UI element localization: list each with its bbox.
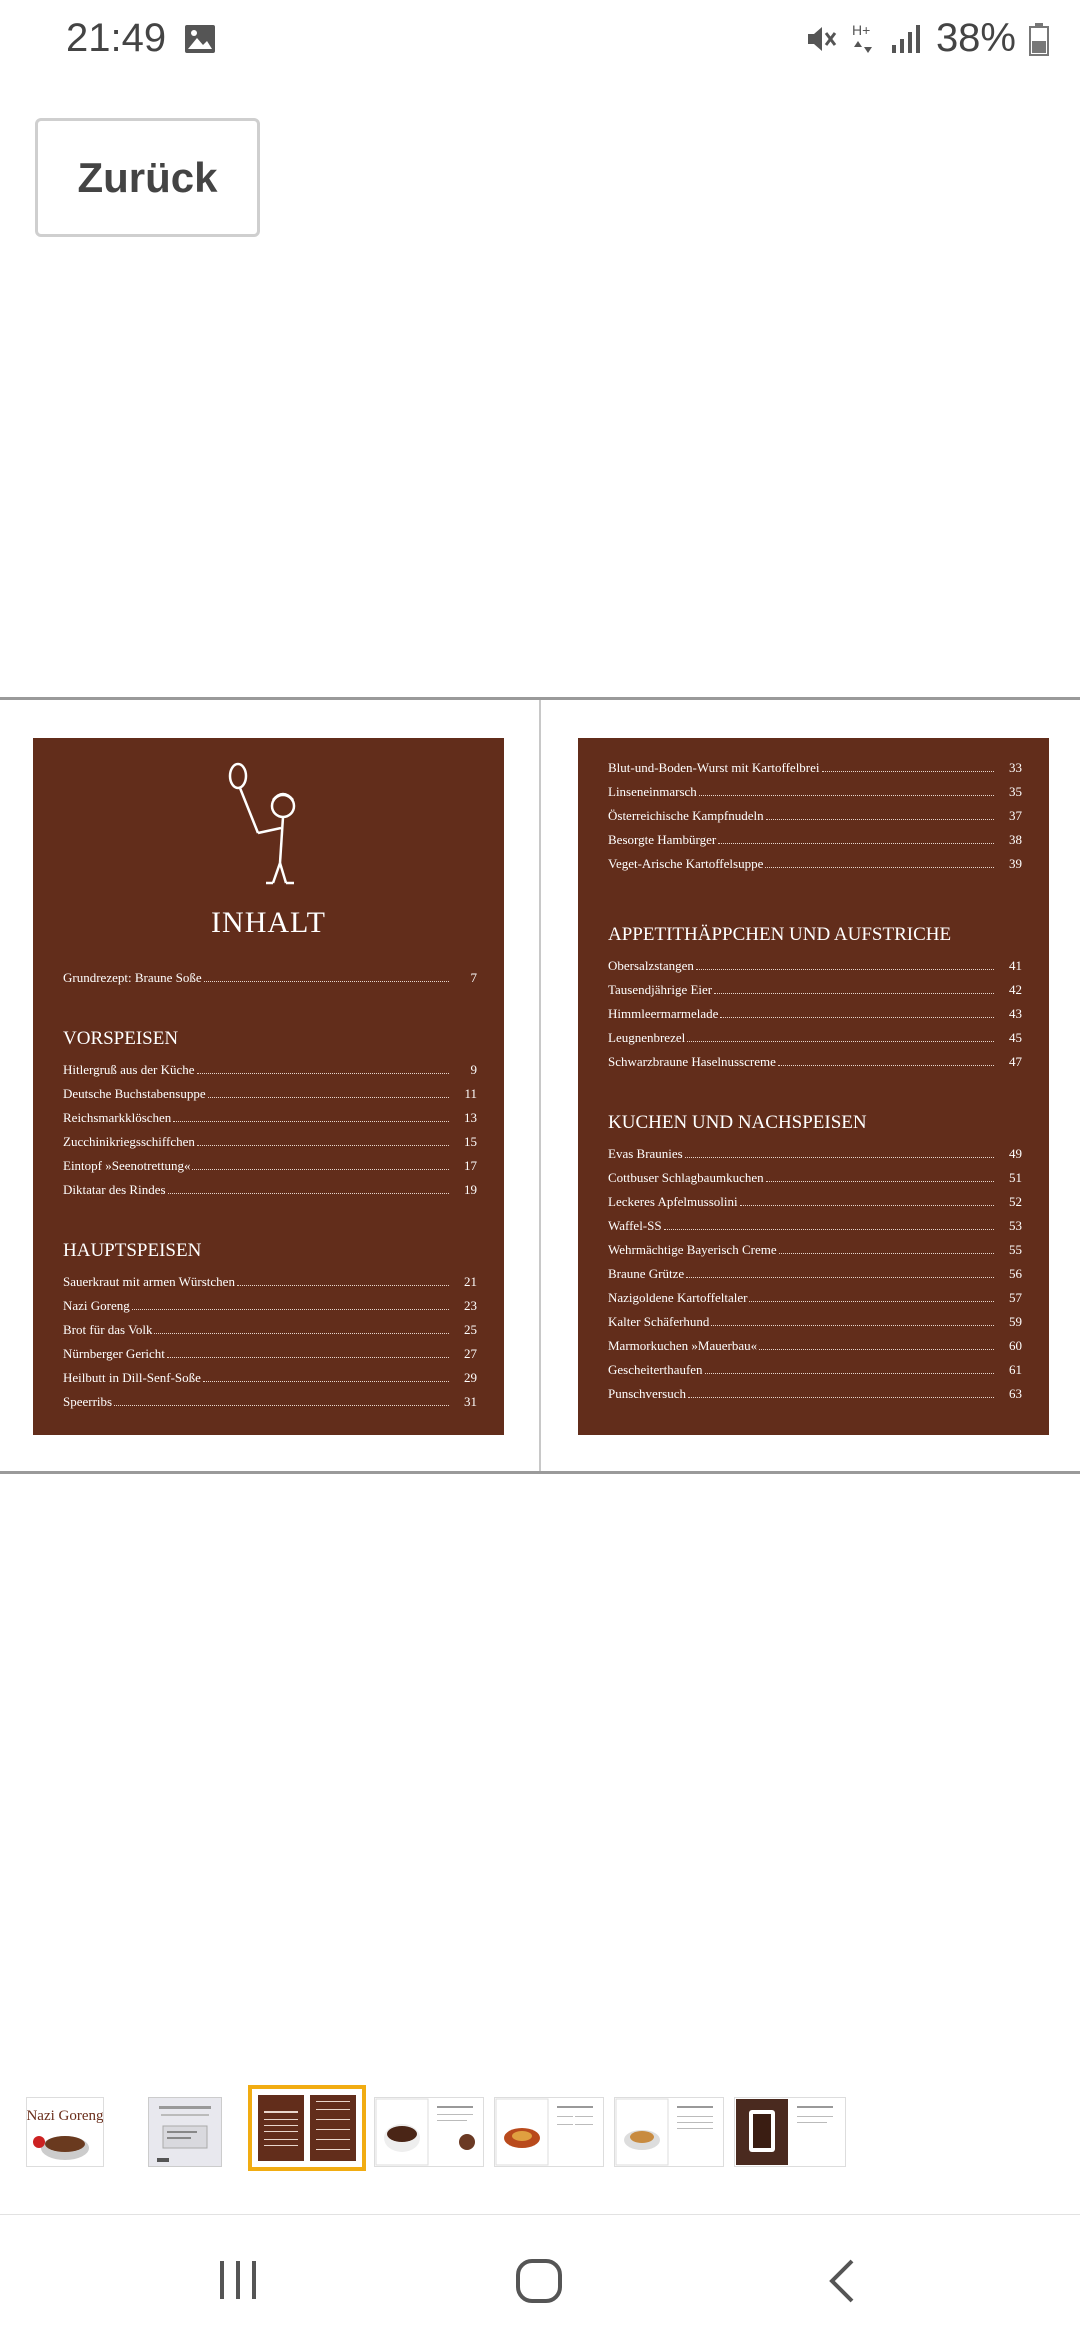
toc-entry <box>63 1058 477 1078</box>
toc-entry-title: Schwarzbraune Haselnusscreme <box>608 1054 776 1069</box>
toc-entry-page: 11 <box>464 1086 477 1101</box>
toc-section-heading: KUCHEN UND NACHSPEISEN <box>608 1112 867 1133</box>
toc-entry-title: Cottbuser Schlagbaumkuchen <box>608 1170 764 1185</box>
toc-entry-title: Leugnenbrezel <box>608 1030 686 1045</box>
toc-entry-page: 43 <box>1009 1006 1022 1021</box>
toc-entry-title: Gescheiterthaufen <box>608 1362 703 1377</box>
toc-entry-page: 59 <box>1009 1314 1022 1329</box>
toc-entry-title: Besorgte Hambürger <box>608 832 717 847</box>
recents-icon[interactable] <box>216 2259 260 2301</box>
image-icon <box>184 24 216 54</box>
toc-page-left <box>33 738 504 1435</box>
toc-entry-title: Deutsche Buchstabensuppe <box>63 1086 206 1101</box>
toc-entry <box>63 1130 477 1150</box>
toc-entry <box>63 1294 477 1314</box>
toc-entry <box>608 1166 1022 1186</box>
toc-entry-title: Sauerkraut mit armen Würstchen <box>63 1274 235 1289</box>
toc-entry-page: 9 <box>470 1062 477 1077</box>
toc-entry <box>608 1334 1022 1354</box>
toc-entry <box>63 1318 477 1338</box>
toc-entry-title: Zucchinikriegsschiffchen <box>63 1134 195 1149</box>
toc-entry-page: 42 <box>1009 982 1022 997</box>
toc-entry-title: Marmorkuchen »Mauerbau« <box>608 1338 758 1353</box>
thumbnail-toc-selected[interactable] <box>248 2085 366 2171</box>
toc-entry <box>63 1082 477 1102</box>
toc-entry-title: Blut-und-Boden-Wurst mit Kartoffelbrei <box>608 760 820 775</box>
back-button[interactable]: Zurück <box>35 118 260 237</box>
toc-entry-page: 25 <box>464 1322 477 1337</box>
toc-entry-page: 47 <box>1009 1054 1022 1069</box>
toc-entry-title: Himmleermarmelade <box>608 1006 719 1021</box>
toc-entry-page: 51 <box>1009 1170 1022 1185</box>
toc-entry-page: 17 <box>464 1158 477 1173</box>
toc-entry <box>608 1002 1022 1022</box>
toc-entry-title: Diktatar des Rindes <box>63 1182 166 1197</box>
toc-entry <box>63 1178 477 1198</box>
toc-entry-title: Punschversuch <box>608 1386 686 1401</box>
battery-percentage: 38% <box>935 16 1016 60</box>
toc-entry <box>608 804 1022 824</box>
thumbnail-cover[interactable] <box>26 2097 104 2167</box>
toc-entry-page: 38 <box>1009 832 1022 847</box>
page-divider <box>539 700 541 1471</box>
toc-entry-page: 13 <box>464 1110 477 1125</box>
mute-icon <box>804 22 838 56</box>
toc-entry <box>608 1358 1022 1378</box>
thumbnail-page[interactable] <box>148 2097 222 2167</box>
toc-entry-page: 19 <box>464 1182 477 1197</box>
toc-entry <box>608 1286 1022 1306</box>
battery-icon <box>1028 22 1050 56</box>
toc-entry <box>63 1342 477 1362</box>
document-viewer[interactable] <box>0 697 1080 1474</box>
toc-entry-title: Waffel-SS <box>608 1218 662 1233</box>
toc-entry-title: Eintopf »Seenotrettung« <box>63 1158 191 1173</box>
toc-entry-title: Heilbutt in Dill-Senf-Soße <box>63 1370 201 1385</box>
toc-entry-title: Nazi Goreng <box>63 1298 130 1313</box>
system-nav-bar <box>0 2214 1080 2341</box>
toc-entry-title: Reichsmarkklöschen <box>63 1110 172 1125</box>
toc-entry <box>608 1050 1022 1070</box>
toc-entry <box>63 1366 477 1386</box>
toc-entry-page: 29 <box>464 1370 477 1385</box>
toc-entry-page: 49 <box>1009 1146 1022 1161</box>
status-bar <box>0 0 1080 80</box>
toc-entry-title: Nürnberger Gericht <box>63 1346 165 1361</box>
toc-entry <box>608 1238 1022 1258</box>
toc-entry-page: 39 <box>1009 856 1022 871</box>
toc-entry <box>608 780 1022 800</box>
toc-entry <box>608 1142 1022 1162</box>
toc-entry-page: 56 <box>1009 1266 1022 1281</box>
toc-entry-page: 60 <box>1009 1338 1022 1353</box>
toc-entry-title: Brot für das Volk <box>63 1322 153 1337</box>
toc-title: INHALT <box>211 906 326 939</box>
toc-section-heading: VORSPEISEN <box>63 1028 179 1049</box>
toc-entry-title: Tausendjährige Eier <box>608 982 713 997</box>
toc-entry-page: 55 <box>1009 1242 1022 1257</box>
toc-entry <box>63 1106 477 1126</box>
thumbnail-spread-5[interactable] <box>494 2097 604 2167</box>
toc-entry-title: Kalter Schäferhund <box>608 1314 710 1329</box>
thumbnail-spread-4[interactable] <box>374 2097 484 2167</box>
toc-entry-title: Grundrezept: Braune Soße <box>63 970 202 985</box>
toc-entry <box>608 954 1022 974</box>
toc-entry <box>608 978 1022 998</box>
toc-entry-page: 31 <box>464 1394 477 1409</box>
toc-entry-page: 57 <box>1009 1290 1022 1305</box>
network-type-label: H+ <box>851 21 871 38</box>
toc-entry-title: Braune Grütze <box>608 1266 685 1281</box>
toc-entry <box>608 1190 1022 1210</box>
toc-entry <box>608 1310 1022 1330</box>
toc-page-right <box>578 738 1049 1435</box>
toc-entry <box>608 1262 1022 1282</box>
toc-entry-title: Veget-Arische Kartoffelsuppe <box>608 856 764 871</box>
network-icon <box>850 21 878 57</box>
signal-icon <box>890 23 924 55</box>
toc-entry <box>608 1214 1022 1234</box>
toc-entry <box>63 1154 477 1174</box>
toc-entry <box>608 1382 1022 1402</box>
toc-entry-page: 45 <box>1009 1030 1022 1045</box>
toc-section-heading: HAUPTSPEISEN <box>63 1240 202 1261</box>
toc-entry <box>608 1026 1022 1046</box>
toc-entry-page: 63 <box>1009 1386 1022 1401</box>
status-time: 21:49 <box>66 16 167 60</box>
toc-entry-title: Speerribs <box>63 1394 113 1409</box>
toc-entry-page: 41 <box>1009 958 1022 973</box>
thumbnail-strip <box>0 2085 1080 2170</box>
toc-entry-page: 15 <box>464 1134 477 1149</box>
toc-entry-page: 21 <box>464 1274 477 1289</box>
toc-entry <box>608 828 1022 848</box>
toc-entry-title: Wehrmächtige Bayerisch Creme <box>608 1242 777 1257</box>
toc-entry <box>63 1390 477 1410</box>
toc-entry-title: Leckeres Apfelmussolini <box>608 1194 738 1209</box>
toc-entry-page: 27 <box>464 1346 477 1361</box>
toc-entry <box>608 852 1022 872</box>
toc-entry-title: Linseneinmarsch <box>608 784 697 799</box>
toc-entry-title: Österreichische Kampfnudeln <box>608 808 764 823</box>
toc-entry-page: 33 <box>1009 760 1022 775</box>
toc-entry-title: Obersalzstangen <box>608 958 694 973</box>
back-icon[interactable] <box>824 2257 860 2305</box>
toc-entry-title: Hitlergruß aus der Küche <box>63 1062 195 1077</box>
thumbnail-spread-6[interactable] <box>614 2097 724 2167</box>
toc-entry-page: 61 <box>1009 1362 1022 1377</box>
toc-entry <box>608 756 1022 776</box>
toc-entry-title: Nazigoldene Kartoffeltaler <box>608 1290 748 1305</box>
toc-entry-page: 35 <box>1009 784 1022 799</box>
toc-entry-page: 23 <box>464 1298 477 1313</box>
home-icon[interactable] <box>514 2257 564 2305</box>
toc-entry <box>63 1270 477 1290</box>
toc-entry-page: 37 <box>1009 808 1022 823</box>
thumbnail-spread-7[interactable] <box>734 2097 846 2167</box>
toc-entry-page: 7 <box>470 970 477 985</box>
toc-entry-page: 52 <box>1009 1194 1022 1209</box>
toc-section-heading: APPETITHÄPPCHEN UND AUFSTRICHE <box>608 924 952 945</box>
toc-entry-title: Evas Braunies <box>608 1146 683 1161</box>
cover-title: Nazi Goreng <box>27 2108 103 2124</box>
toc-entry <box>63 966 477 986</box>
cook-with-spoon-icon <box>218 758 318 888</box>
toc-entry-page: 53 <box>1009 1218 1022 1233</box>
